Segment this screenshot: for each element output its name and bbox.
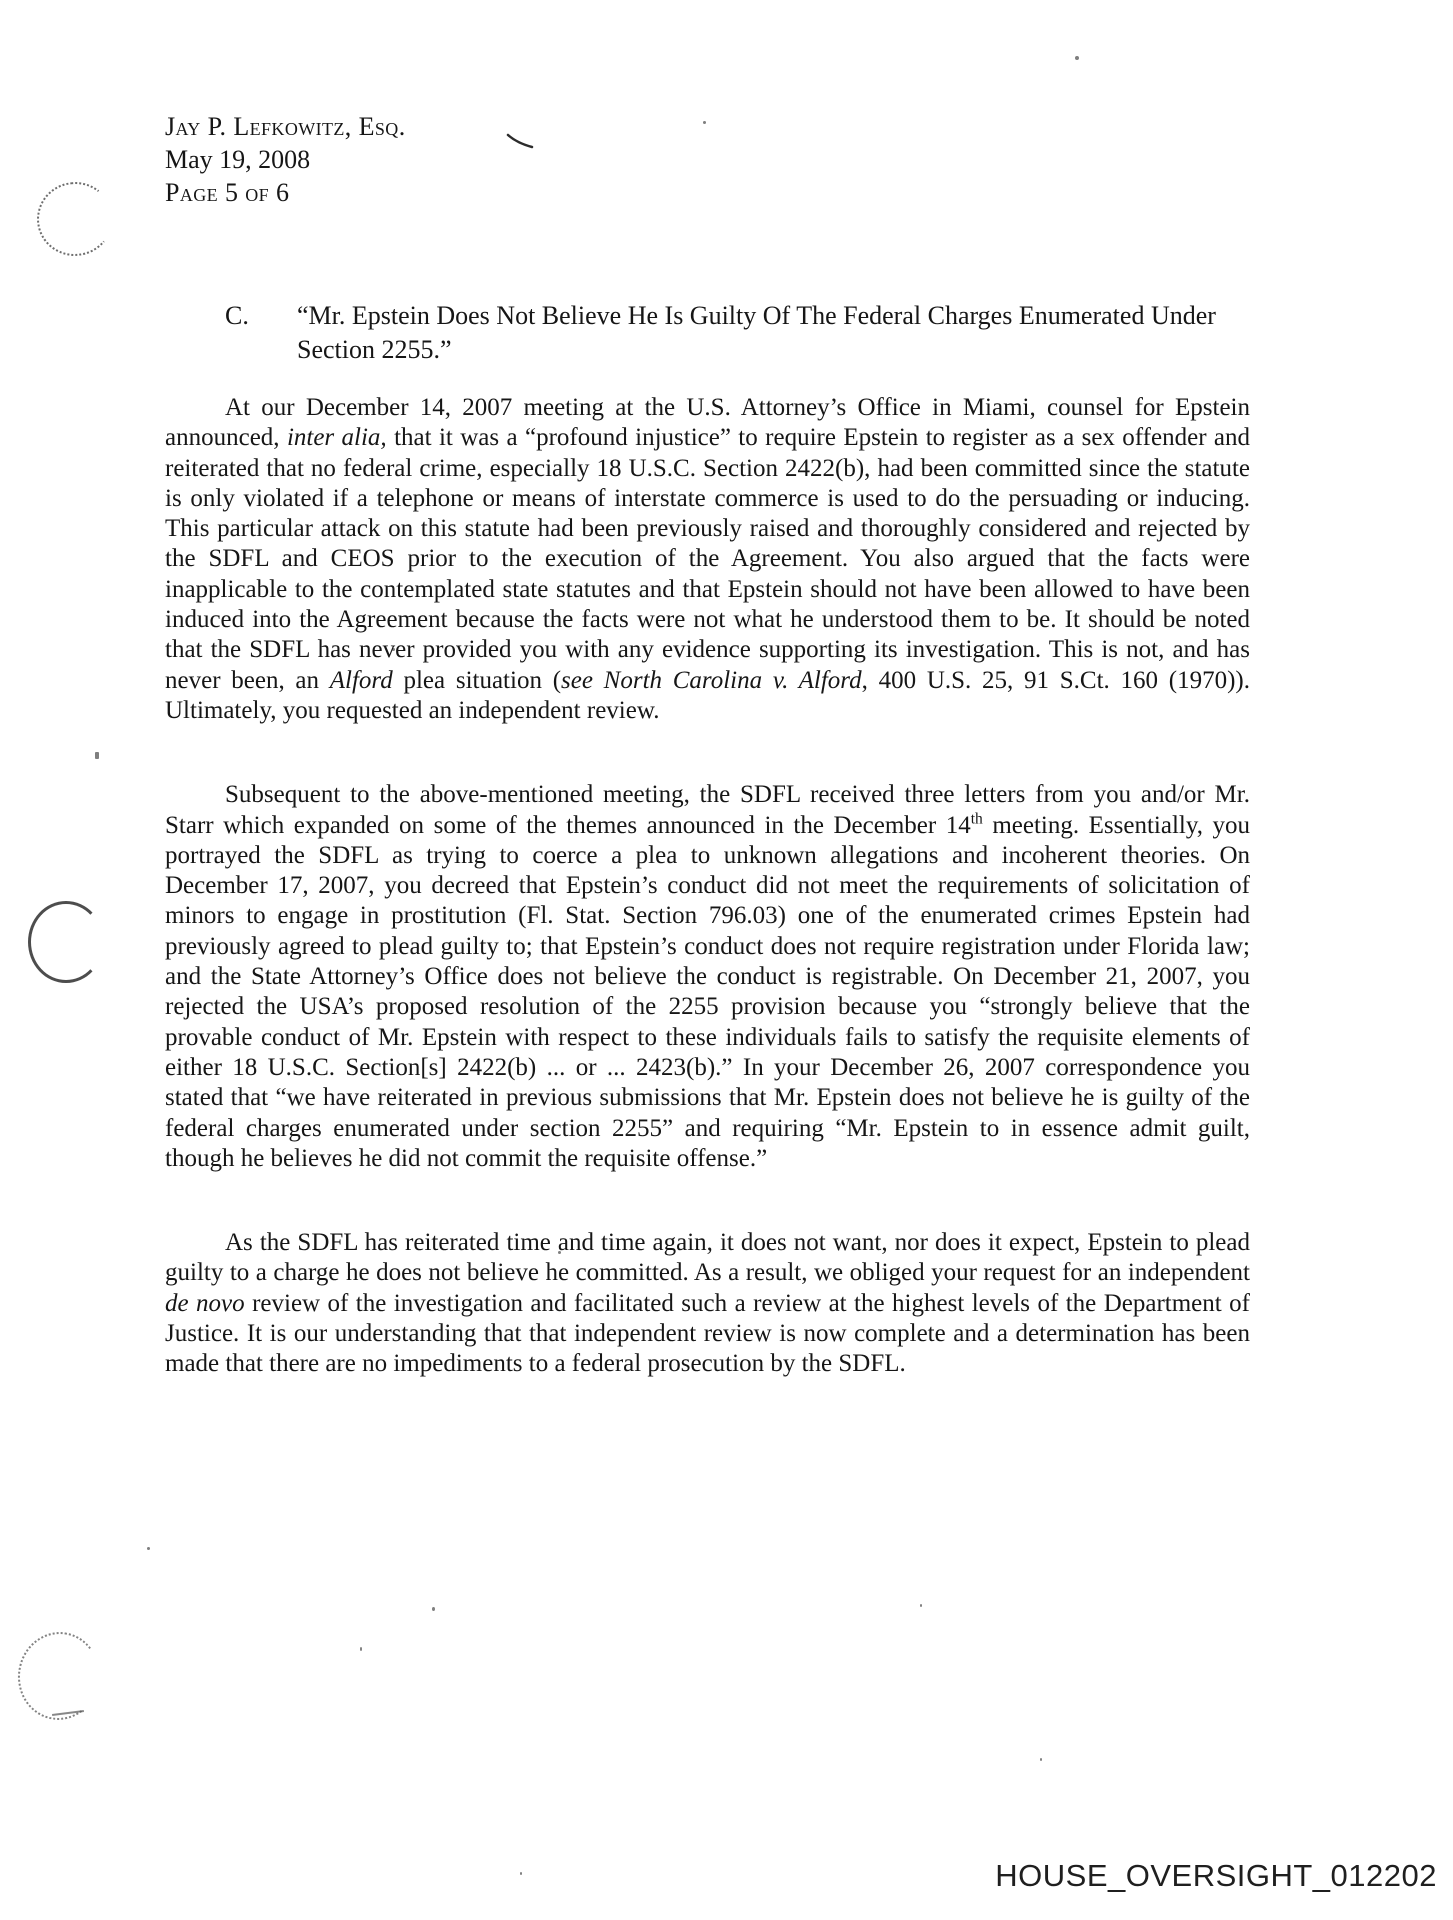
text-segment: inter alia, <box>286 424 387 452</box>
letter-body <box>165 393 1250 1380</box>
recipient-line: Jay P. Lefkowitz, Esq. <box>165 112 406 141</box>
letter-content <box>165 110 1250 1380</box>
text-segment: Alford <box>329 666 393 694</box>
text-segment: meeting. Essentially, you portrayed the SDFL as trying to coerce a plea to unknown allegations and incoherent theories. On December 17, 2007, you decreed that Epstein’s conduct did not meet the requirements of solicitation of minors to engage in prostitution (Fl. Stat. Section 796.03) one of the enumerated crimes Epstein had previously agreed to plead guilty to; that Epstein’s conduct does not require registration under Florida law; and the State Attorney’s Office does not believe the conduct is registrable. On December 21, 2007, you rejected the USA’s proposed resolution of the 2255 provision because you “strongly believe that the provable conduct of Mr. Epstein with respect to these individuals fails to satisfy the requisite elements of either 18 U.S.C. Section[s] 2422(b) ... or ... 2423(b).” In your December 26, 2007 correspondence you stated that “we have reiterated in previous submissions that Mr. Epstein does not believe he is guilty of the federal charges enumerated under section 2255” and requiring “Mr. Epstein to in essence admit guilt, though he believes he did not commit the requisite offense.” <box>165 811 1250 1172</box>
paragraph <box>165 1228 1250 1379</box>
text-segment: As the SDFL has reiterated time and time again, it does not want, nor does it expect, Epstein to plead guilty to a charge he does not believe he committed. As a result, we obliged your request for an independent <box>165 1229 1250 1287</box>
paragraph <box>165 780 1250 1174</box>
date-line: May 19, 2008 <box>165 145 311 174</box>
text-segment: , 400 U.S. 25, 91 S.Ct. 160 (1970)). Ultimately, you requested an independent review. <box>165 666 1250 724</box>
page-number-line: Page 5 of 6 <box>165 178 290 207</box>
text-segment: plea situation ( <box>392 666 562 694</box>
section-label: C. <box>225 301 249 330</box>
scan-speck <box>432 1607 435 1611</box>
scan-speck <box>360 1647 362 1651</box>
text-segment: see North Carolina v. Alford <box>561 666 862 694</box>
text-segment: Subsequent to the above-mentioned meeting, the SDFL received three letters from you and/or Mr. Starr which expanded on some of the themes announced in the December 14 <box>165 781 1250 839</box>
section-heading <box>165 299 1250 367</box>
text-segment: de novo <box>165 1289 245 1317</box>
scan-speck <box>147 1547 150 1550</box>
text-segment: review of the investigation and facilitated such a review at the highest levels of the Department of Justice. It is our understanding that that independent review is now complete and a determination has been made that there are no impediments to a federal prosecution by the SDFL. <box>165 1289 1250 1378</box>
scan-speck <box>520 1872 522 1875</box>
scan-speck <box>95 752 99 759</box>
text-segment: th <box>970 810 983 828</box>
scan-speck <box>1075 56 1079 60</box>
text-segment: that it was a “profound injustice” to require Epstein to register as a sex offender and reiterated that no federal crime, especially 18 U.S.C. Section 2422(b), had been committed since the statute is only violated if a telephone or means of interstate commerce is used to do the persuading or inducing. This particular attack on this statute had been previously raised and thoroughly considered and rejected by the SDFL and CEOS prior to the execution of the Agreement. You also argued that the facts were inapplicable to the contemplated state statutes and that Epstein should not have been allowed to have been induced into the Agreement because the facts were not what he understood them to be. It should be noted that the SDFL has never provided you with any evidence supporting its investigation. This is not, and has never been, an <box>165 424 1251 694</box>
scan-arc-artifact-top <box>33 178 116 260</box>
bates-number: HOUSE_OVERSIGHT_012202 <box>995 1858 1437 1893</box>
scan-speck <box>920 1604 922 1607</box>
section-title: “Mr. Epstein Does Not Believe He Is Guilty Of The Federal Charges Enumerated Under Section 2255.” <box>297 301 1216 364</box>
text-segment: At our December 14, 2007 meeting at the U.S. Attorney’s Office in Miami, counsel for Epstein announced, <box>165 394 1250 452</box>
scan-speck <box>1040 1758 1042 1761</box>
scan-arc-artifact-bottom <box>12 1627 105 1726</box>
letter-header <box>165 110 1250 209</box>
paragraph <box>165 393 1250 726</box>
scan-arc-artifact-middle <box>28 901 104 983</box>
